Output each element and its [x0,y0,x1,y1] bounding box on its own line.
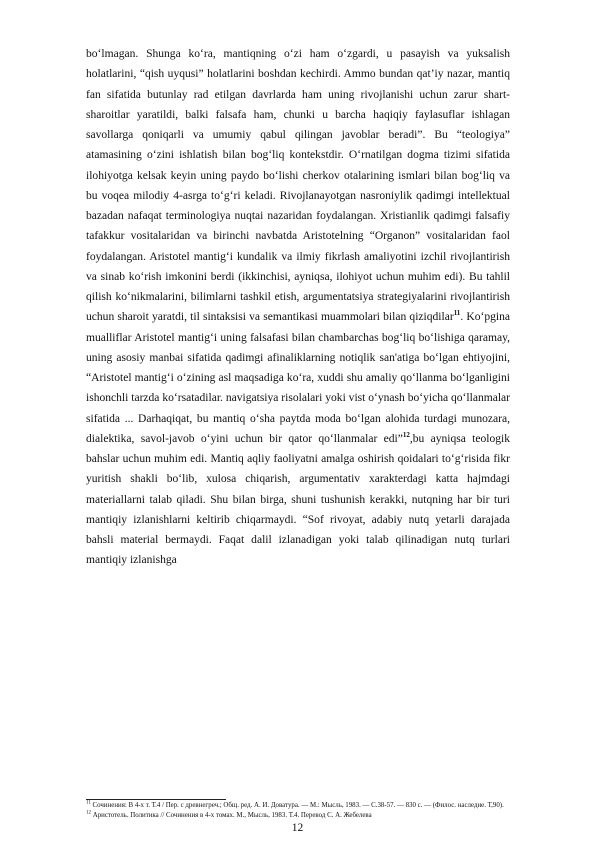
body-text-part-2: . Ko‘pgina mualliflar Aristotel mantig‘i uning falsafasi bilan chambarchas bog‘liq bo‘lishiga qaramay, uning asosiy manbai sifatida qadimgi afinaliklarning notiqlik san'atiga bo‘lgan ehtiyojini, “Aristotel mantig‘i o‘zining asl maqsadiga ko‘ra, xuddi shu amaliy qo‘llanma bo‘lganligini ishonchli tarzda ko‘rsatadilar. navigatsiya risolalari yoki vist o‘ynash bo‘yicha qo‘llanmalar sifatida ... Darhaqiqat, bu mantiq o‘sha paytda moda bo‘lgan alohida turdagi munozara, dialektika, savol-javob o‘yini uchun bir qator qo‘llanmalar edi” [86,311,511,445]
footnote-ref-11[interactable]: 11 [453,309,461,318]
page-number: 12 [291,822,304,834]
body-text-part-3: ,bu ayniqsa teologik bahslar uchun muhim edi. Mantiq aqliy faoliyatni amalga oshirish qoidalari to‘g‘risida fikr yuritish shakli bo‘lib, xulosa chiqarish, argumentativ xarakterdagi katta hajmdagi materiallarni talab qiladi. Shu bilan birga, shuni tushunish kerakki, nutqning har bir turi mantiqiy izlanishlarni keltirib chiqarmaydi. “Sof rivoyat, adabiy nutq yetarli darajada bahsli material bermaydi. Faqat dalil izlanadigan yoki talab qilinadigan nutq turlari mantiqiy izlanishga [86,432,510,567]
footnote-text: Сочинения: В 4-х т. Т.4 / Пер. с древнегреч.; Общ. ред. А. И. Доватура. — М.: Мысль, 1983. — С.38-57. — 830 с. — (Филос. наследие. Т,90). [90,802,504,809]
body-paragraph [86,44,510,571]
footnote-divider [86,799,226,800]
footnote-11 [86,801,510,811]
footnotes [86,801,510,821]
footnote-number: 12 [86,810,91,816]
footnote-number: 11 [86,800,91,806]
footnote-ref-12[interactable]: 12 [402,430,410,439]
footnote-12 [86,811,510,821]
body-text-part-1: bo‘lmagan. Shunga ko‘ra, mantiqning o‘zi ham o‘zgardi, u pasayish va yuksalish holatlarini, “qish uyqusi” holatlarini boshdan kechirdi. Ammo bundan qat’iy nazar, mantiq fan sifatida butunlay rad etilgan davrlarda ham uning rivojlanishi uchun zarur shart-sharoitlar yaratildi, balki falsafa ham, chunki u barcha haqiqiy faylasuflar ishlagan savollarga qoniqarli va umumiy qabul qilingan javoblar beradi”. Bu “teologiya” atamasining o‘zini ishlatish bilan bog‘liq kontekstdir. O‘rnatilgan dogma tizimi sifatida ilohiyotga kelsak keyin uning paydo bo‘lishi cherkov otalarining ismlari bilan bog‘liq va bu voqea milodiy 4-asrga to‘g‘ri keladi. Rivojlanayotgan nasroniylik qadimgi intellektual bazadan nafaqat terminologiya nuqtai nazaridan foydalangan. Xristianlik qadimgi falsafiy tafakkur vositalaridan va birinchi navbatda Aristotelning “Organon” vositalaridan faol foydalangan. Aristotel mantig‘i kundalik va ilmiy fikrlash amaliyotini izchil rivojlantirish va sinab ko‘rish imkonini berdi (ikkinchisi, ayniqsa, ilohiyot uchun muhim edi). Bu tahlil qilish ko‘nikmalarini, bilimlarni tashkil etish, argumentatsiya strategiyalarini rivojlantirish uchun sharoit yaratdi, til sintaksisi va semantikasi muammolari bilan qiziqdilar [86,48,510,324]
footnote-text: Аристотель. Политика // Сочинения в 4-х томах. М., Мысль, 1983. Т.4. Перевод С. А. Жебелева [91,812,372,820]
